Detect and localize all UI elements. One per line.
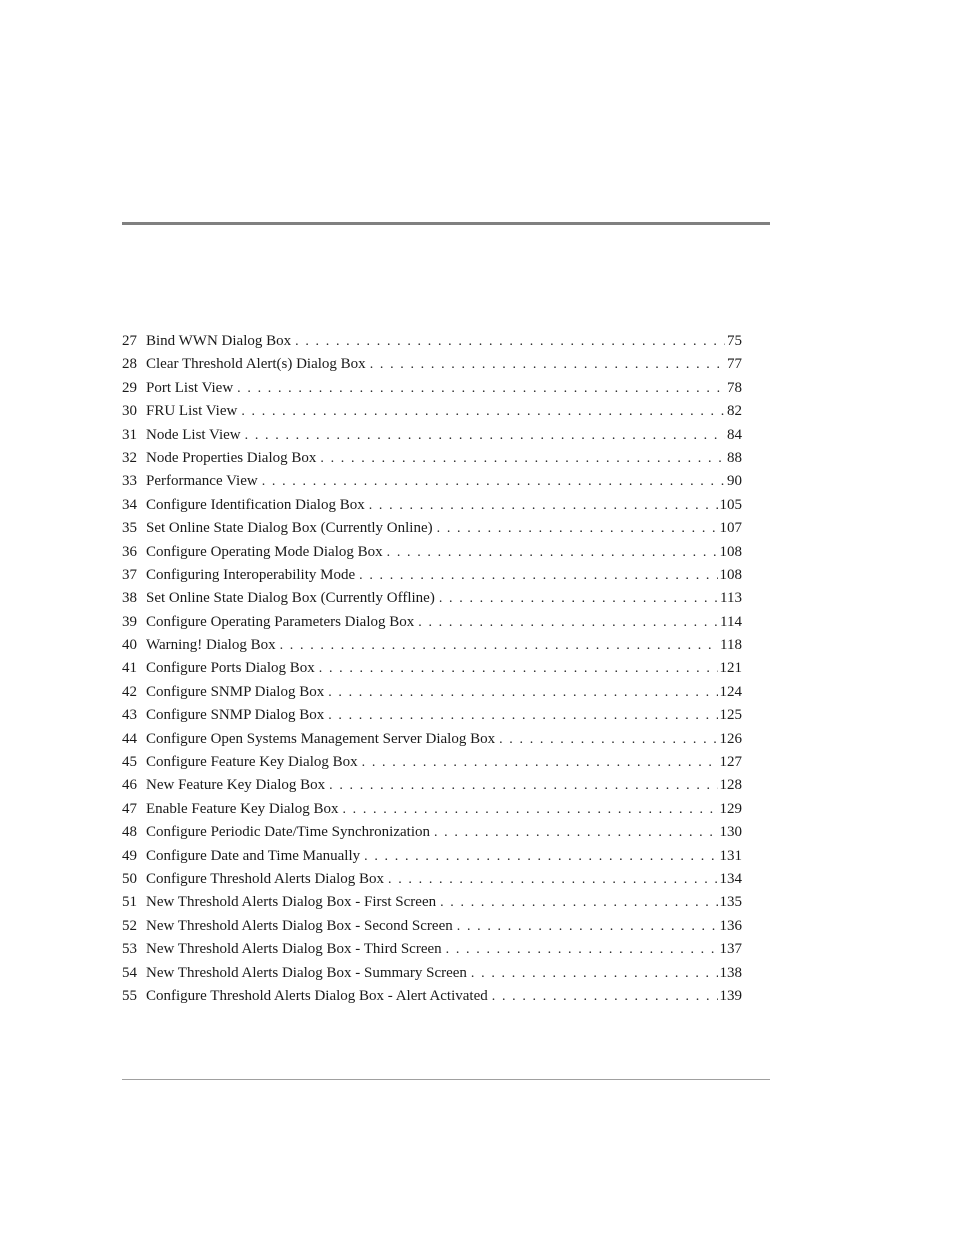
page-number: 136 bbox=[719, 917, 742, 934]
page-number: 114 bbox=[720, 613, 742, 630]
figure-number: 35 bbox=[122, 520, 137, 537]
figure-title: Configure SNMP Dialog Box bbox=[146, 707, 325, 724]
page-number: 105 bbox=[719, 496, 742, 513]
toc-entry[interactable] bbox=[122, 634, 742, 657]
toc-entry[interactable] bbox=[122, 751, 742, 774]
dot-leader bbox=[471, 962, 718, 985]
page-number: 108 bbox=[719, 543, 742, 560]
toc-entry[interactable] bbox=[122, 774, 742, 797]
figure-number: 41 bbox=[122, 660, 137, 677]
figure-title: New Threshold Alerts Dialog Box - First Screen bbox=[146, 894, 437, 911]
page-number: 108 bbox=[719, 566, 742, 583]
toc-entry[interactable] bbox=[122, 868, 742, 891]
page-number: 130 bbox=[719, 824, 742, 841]
figure-number: 32 bbox=[122, 449, 137, 466]
figure-title: Configure SNMP Dialog Box bbox=[146, 683, 325, 700]
toc-entry[interactable] bbox=[122, 447, 742, 470]
dot-leader bbox=[241, 400, 725, 423]
dot-leader bbox=[446, 938, 718, 961]
dot-leader bbox=[359, 564, 717, 587]
toc-entry[interactable] bbox=[122, 517, 742, 540]
toc-entry[interactable] bbox=[122, 962, 742, 985]
figure-number: 54 bbox=[122, 964, 137, 981]
figure-title: Port List View bbox=[146, 379, 234, 396]
toc-entry[interactable] bbox=[122, 494, 742, 517]
dot-leader bbox=[492, 985, 718, 1008]
figure-title: Node Properties Dialog Box bbox=[146, 449, 317, 466]
header-rule bbox=[122, 222, 770, 225]
dot-leader bbox=[319, 657, 718, 680]
dot-leader bbox=[369, 494, 718, 517]
figure-number: 55 bbox=[122, 987, 137, 1004]
toc-entry[interactable] bbox=[122, 330, 742, 353]
page-number: 90 bbox=[727, 473, 742, 490]
figure-title: Configure Periodic Date/Time Synchronization bbox=[146, 824, 430, 841]
page-number: 113 bbox=[720, 590, 742, 607]
dot-leader bbox=[342, 798, 717, 821]
page-number: 107 bbox=[719, 520, 742, 537]
figure-title: New Threshold Alerts Dialog Box - Summary Screen bbox=[146, 964, 467, 981]
figure-number: 44 bbox=[122, 730, 137, 747]
figure-number: 50 bbox=[122, 870, 137, 887]
page-number: 137 bbox=[719, 941, 742, 958]
dot-leader bbox=[280, 634, 718, 657]
toc-entry[interactable] bbox=[122, 587, 742, 610]
page-number: 125 bbox=[719, 707, 742, 724]
dot-leader bbox=[457, 915, 718, 938]
dot-leader bbox=[262, 470, 725, 493]
dot-leader bbox=[440, 891, 717, 914]
figure-number: 40 bbox=[122, 637, 137, 654]
dot-leader bbox=[237, 377, 725, 400]
figure-number: 52 bbox=[122, 917, 137, 934]
toc-entry[interactable] bbox=[122, 470, 742, 493]
toc-entry[interactable] bbox=[122, 541, 742, 564]
page-number: 129 bbox=[719, 800, 742, 817]
dot-leader bbox=[329, 774, 717, 797]
page-number: 118 bbox=[720, 637, 742, 654]
page-number: 134 bbox=[719, 870, 742, 887]
toc-entry[interactable] bbox=[122, 985, 742, 1008]
figure-number: 31 bbox=[122, 426, 137, 443]
toc-entry[interactable] bbox=[122, 657, 742, 680]
dot-leader bbox=[499, 728, 717, 751]
figure-title: Configure Threshold Alerts Dialog Box bbox=[146, 870, 385, 887]
figure-title: Configure Open Systems Management Server Dialog Box bbox=[146, 730, 496, 747]
figure-title: Set Online State Dialog Box (Currently Offline) bbox=[146, 590, 435, 607]
page-number: 139 bbox=[719, 987, 742, 1004]
dot-leader bbox=[364, 845, 717, 868]
page-number: 135 bbox=[719, 894, 742, 911]
figure-number: 30 bbox=[122, 403, 137, 420]
figure-title: Node List View bbox=[146, 426, 241, 443]
figure-title: Configuring Interoperability Mode bbox=[146, 566, 356, 583]
dot-leader bbox=[437, 517, 718, 540]
figure-number: 48 bbox=[122, 824, 137, 841]
figure-title: Configure Operating Mode Dialog Box bbox=[146, 543, 383, 560]
figure-title: New Threshold Alerts Dialog Box - Second Screen bbox=[146, 917, 453, 934]
dot-leader bbox=[328, 681, 717, 704]
figure-number: 33 bbox=[122, 473, 137, 490]
page-number: 77 bbox=[727, 356, 742, 373]
page-number: 82 bbox=[727, 403, 742, 420]
figure-number: 42 bbox=[122, 683, 137, 700]
toc-entry[interactable] bbox=[122, 915, 742, 938]
dot-leader bbox=[295, 330, 725, 353]
page-number: 124 bbox=[719, 683, 742, 700]
footer-rule bbox=[122, 1079, 770, 1080]
dot-leader bbox=[320, 447, 725, 470]
dot-leader bbox=[434, 821, 718, 844]
figure-number: 29 bbox=[122, 379, 137, 396]
figure-number: 38 bbox=[122, 590, 137, 607]
page-number: 121 bbox=[719, 660, 742, 677]
dot-leader bbox=[362, 751, 718, 774]
toc-entry[interactable] bbox=[122, 611, 742, 634]
toc-entry[interactable] bbox=[122, 564, 742, 587]
figure-number: 36 bbox=[122, 543, 137, 560]
dot-leader bbox=[370, 353, 725, 376]
figure-title: New Feature Key Dialog Box bbox=[146, 777, 326, 794]
figure-number: 45 bbox=[122, 754, 137, 771]
figure-number: 34 bbox=[122, 496, 137, 513]
figure-number: 53 bbox=[122, 941, 137, 958]
figure-title: New Threshold Alerts Dialog Box - Third Screen bbox=[146, 941, 442, 958]
figure-title: Configure Identification Dialog Box bbox=[146, 496, 365, 513]
toc-entry[interactable] bbox=[122, 424, 742, 447]
dot-leader bbox=[245, 424, 725, 447]
toc-entry[interactable] bbox=[122, 845, 742, 868]
page-number: 131 bbox=[719, 847, 742, 864]
page-number: 138 bbox=[719, 964, 742, 981]
figure-title: Clear Threshold Alert(s) Dialog Box bbox=[146, 356, 366, 373]
figure-title: Warning! Dialog Box bbox=[146, 637, 276, 654]
list-of-figures bbox=[122, 330, 742, 1008]
figure-number: 27 bbox=[122, 333, 137, 349]
dot-leader bbox=[328, 704, 717, 727]
figure-number: 51 bbox=[122, 894, 137, 911]
figure-title: Configure Threshold Alerts Dialog Box - Alert Activated bbox=[146, 987, 488, 1004]
toc-entry[interactable] bbox=[122, 728, 742, 751]
figure-title: Configure Operating Parameters Dialog Box bbox=[146, 613, 415, 630]
figure-number: 46 bbox=[122, 777, 137, 794]
toc-entry[interactable] bbox=[122, 377, 742, 400]
toc-entry[interactable] bbox=[122, 798, 742, 821]
dot-leader bbox=[439, 587, 718, 610]
figure-number: 28 bbox=[122, 356, 137, 373]
page-number: 84 bbox=[727, 426, 742, 443]
page-number: 127 bbox=[719, 754, 742, 771]
figure-title: Configure Feature Key Dialog Box bbox=[146, 754, 358, 771]
toc-entry[interactable] bbox=[122, 821, 742, 844]
page-number: 75 bbox=[727, 333, 742, 349]
page-number: 78 bbox=[727, 379, 742, 396]
page-number: 128 bbox=[719, 777, 742, 794]
figure-title: FRU List View bbox=[146, 403, 238, 420]
figure-title: Performance View bbox=[146, 473, 258, 490]
toc-entry[interactable] bbox=[122, 400, 742, 423]
page-number: 126 bbox=[719, 730, 742, 747]
toc-entry[interactable] bbox=[122, 938, 742, 961]
figure-title: Configure Ports Dialog Box bbox=[146, 660, 315, 677]
figure-title: Configure Date and Time Manually bbox=[146, 847, 361, 864]
toc-entry[interactable] bbox=[122, 353, 742, 376]
figure-number: 43 bbox=[122, 707, 137, 724]
toc-entry[interactable] bbox=[122, 704, 742, 727]
toc-entry[interactable] bbox=[122, 891, 742, 914]
page-number: 88 bbox=[727, 449, 742, 466]
figure-title: Bind WWN Dialog Box bbox=[146, 333, 292, 349]
dot-leader bbox=[388, 868, 717, 891]
figure-number: 39 bbox=[122, 613, 137, 630]
figure-title: Set Online State Dialog Box (Currently Online) bbox=[146, 520, 433, 537]
figure-number: 47 bbox=[122, 800, 137, 817]
toc-entry[interactable] bbox=[122, 681, 742, 704]
figure-number: 37 bbox=[122, 566, 137, 583]
dot-leader bbox=[418, 611, 718, 634]
figure-title: Enable Feature Key Dialog Box bbox=[146, 800, 339, 817]
dot-leader bbox=[387, 541, 718, 564]
figure-number: 49 bbox=[122, 847, 137, 864]
